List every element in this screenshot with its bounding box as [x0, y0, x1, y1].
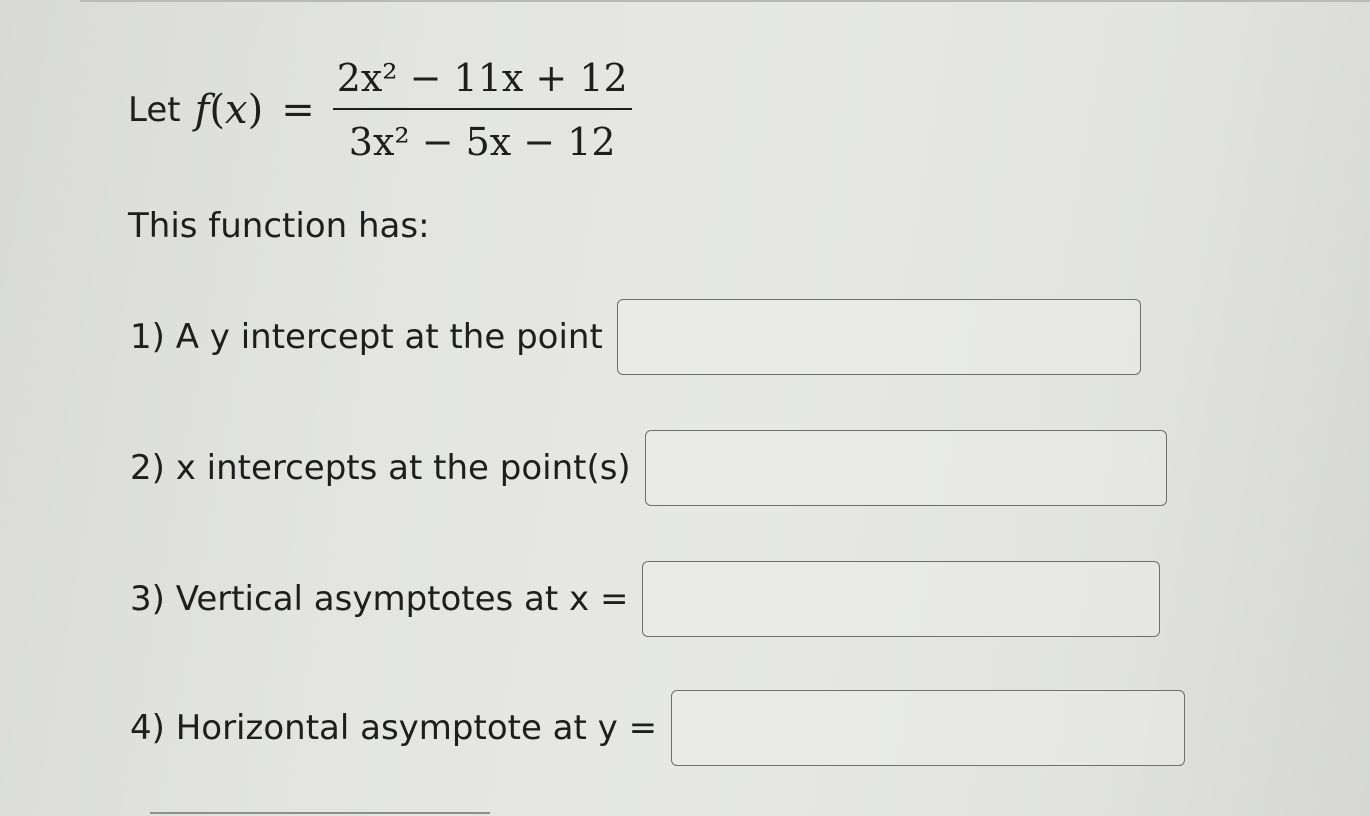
question-label: 4) Horizontal asymptote at y = [130, 708, 658, 748]
question-y-intercept [130, 299, 1141, 375]
question-label: 1) A y intercept at the point [130, 317, 603, 357]
denominator: 3x² − 5x − 12 [348, 120, 616, 164]
question-horizontal-asymptote [130, 690, 1185, 766]
vertical-asymptotes-answer-input[interactable] [642, 561, 1160, 637]
function-name: f [194, 87, 210, 133]
y-intercept-answer-input[interactable] [617, 299, 1141, 375]
function-definition [128, 50, 632, 170]
paren-open: ( [209, 87, 226, 133]
fraction-bar [333, 108, 632, 110]
numerator: 2x² − 11x + 12 [336, 56, 628, 100]
function-lhs [195, 87, 264, 133]
question-label: 3) Vertical asymptotes at x = [130, 579, 629, 619]
question-x-intercepts [130, 430, 1167, 506]
horizontal-asymptote-answer-input[interactable] [671, 690, 1185, 766]
x-intercepts-answer-input[interactable] [645, 430, 1167, 506]
function-variable: x [225, 87, 248, 133]
rational-fraction [333, 56, 632, 164]
let-word: Let [128, 90, 181, 130]
bottom-divider [150, 812, 490, 814]
equals-sign: = [281, 87, 315, 133]
question-label: 2) x intercepts at the point(s) [130, 448, 631, 488]
top-divider [80, 0, 1370, 2]
paren-close: ) [247, 87, 264, 133]
question-vertical-asymptotes [130, 561, 1160, 637]
intro-text: This function has: [128, 206, 430, 246]
